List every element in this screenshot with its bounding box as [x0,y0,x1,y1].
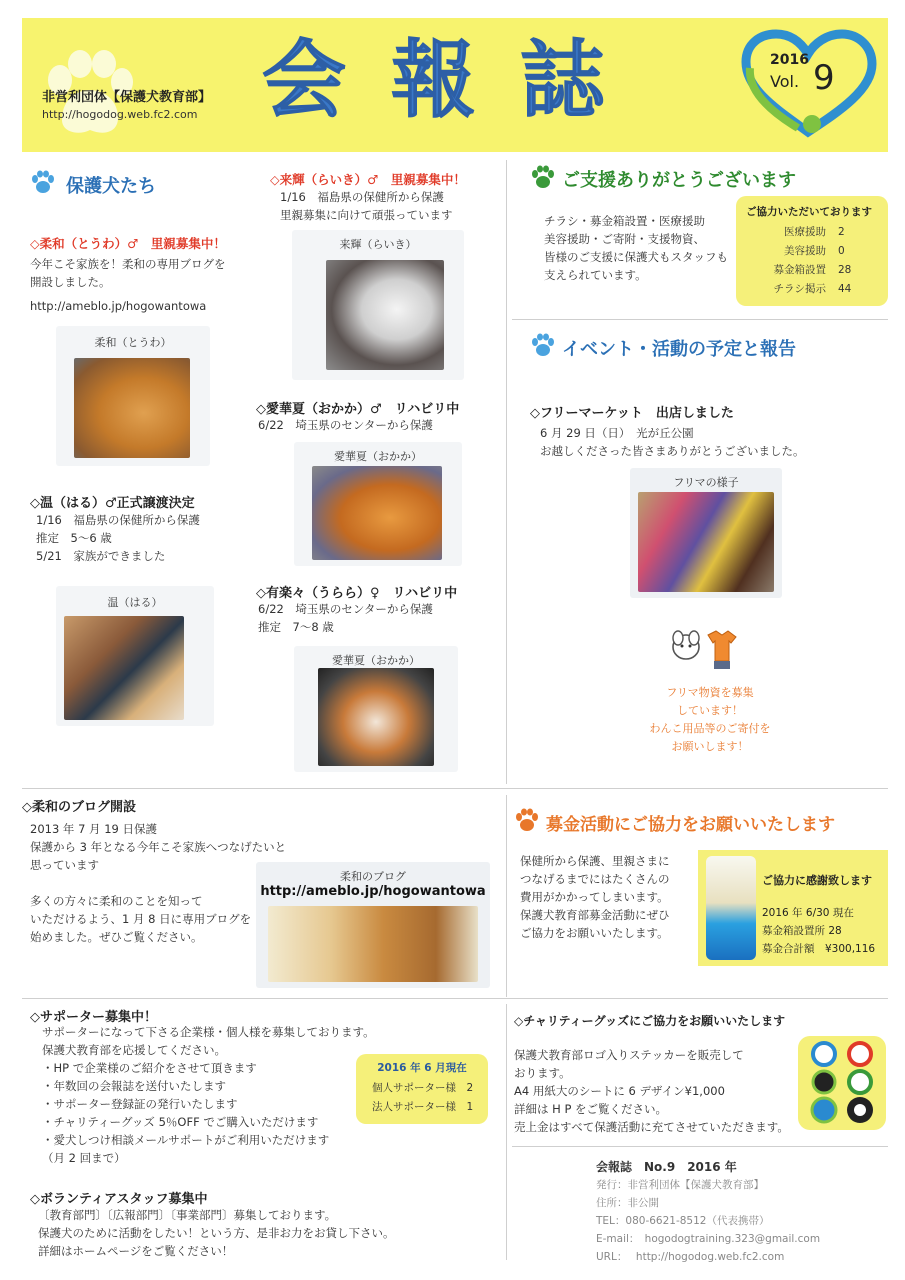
support-text: チラシ・募金箱設置・医療援助 美容援助・ご寄附・支援物資、 皆様のご支援に保護犬もスタッフも 支えられています。 [544,214,728,282]
dog-heading-raiki: ◇来輝（らいき）♂ 里親募集中！ [270,172,466,187]
dog-image [318,668,434,766]
section-title-donation: 募金活動にご協力をお願いいたします [546,815,835,835]
support-item: チラシ掲示 44 [773,283,852,295]
volunteer-heading: ◇ボランティアスタッフ募集中 [30,1192,208,1207]
support-item: 医療援助 2 [784,226,845,238]
divider [512,1146,888,1147]
flea-market-image [638,492,774,592]
dog-heading-towa: ◇柔和（とうわ）♂ 里親募集中！ [30,236,226,251]
charity-heading: ◇チャリティーグッズにご協力をお願いいたします [514,1014,786,1028]
blog-url: http://ameblo.jp/hogowantowa [260,884,486,899]
dog-image [64,616,184,720]
donation-box: ご協力に感謝致します 2016 年 6/30 現在 募金箱設置所 28 募金合計額 ¥300,116 [698,850,888,966]
sticker-sheet-image [798,1036,886,1130]
issue-vol-label: Vol. [770,72,800,91]
dog-text-raiki: 1/16 福島県の保健所から保護 里親募集に向けて頑張っています [280,190,453,222]
heart-logo-icon [738,28,878,140]
page-title: 会 報 誌 [262,31,613,129]
dog-photo-haru: 温（はる） [56,586,214,726]
dog-heading-okaka: ◇愛華夏（おかか）♂ リハビリ中 [256,402,460,417]
event-notice: フリマ物資を募集 しています！ わんこ用品等のご寄付を お願いします！ [649,686,771,753]
section-title-support: ご支援ありがとうございます [562,170,796,191]
event-text: 6 月 29 日（日） 光が丘公園 お越しくださった皆さまありがとうございました。 [540,426,805,458]
dog-heading-urara: ◇有楽々（うらら）♀ リハビリ中 [256,586,458,601]
footer-info: 発行：非営利団体【保護犬教育部】 住所：非公開 TEL：080-6621-8512（代表携帯） E-mail： hogodogtraining.323@gmail.com URL： http://hogodog.web.fc2.com [596,1179,821,1263]
donation-text: 保健所から保護、里親さまに つなげるまでにはたくさんの 費用がかかってしまいます。 保護犬教育部募金活動にぜひ ご協力をお願いいたします。 [520,854,670,940]
dog-photo-raiki: 来輝（らいき） [292,230,464,380]
event-heading-flea-market: ◇フリーマーケット 出店しました [530,406,734,421]
blog-heading: ◇柔和のブログ開設 [22,800,136,815]
dog-image [326,260,444,370]
org-url: http://hogodog.web.fc2.com [42,108,198,121]
paw-icon [530,333,556,357]
divider [22,788,888,789]
donation-box-image [706,856,756,960]
section-title-dogs: 保護犬たち [66,176,156,197]
org-name: 非営利団体【保護犬教育部】 [42,90,212,105]
dog-photo-urara: 愛華夏（おかか） [294,646,458,772]
dog-text-urara: 6/22 埼玉県のセンターから保護 推定 7～8 歳 [258,602,433,634]
paw-icon [514,808,540,832]
dog-text-haru: 1/16 福島県の保健所から保護 推定 5～6 歳 5/21 家族ができました [36,513,200,563]
issue-vol-number: 9 [813,58,835,98]
divider [506,1004,507,1260]
section-title-events: イベント・活動の予定と報告 [562,339,796,360]
dog-photo-okaka: 愛華夏（おかか） [294,442,462,566]
event-photo: フリマの様子 [630,468,782,598]
divider [22,998,888,999]
dog-and-shirt-icon [668,625,738,671]
dog-photo-towa: 柔和（とうわ） [56,326,210,466]
dog-text-towa: 今年こそ家族を！柔和の専用ブログを 開設しました。 http://ameblo.jp/hogowantowa [30,257,226,313]
dog-image [312,466,442,560]
dog-image [74,358,190,458]
blog-screenshot: 柔和のブログ http://ameblo.jp/hogowantowa [256,862,490,988]
divider [512,319,888,320]
paw-icon [530,165,556,189]
issue-year: 2016 [770,52,809,68]
dog-heading-haru: ◇温（はる）♂正式譲渡決定 [30,496,195,511]
supporters-heading: ◇サポーター募集中！ [30,1010,157,1025]
support-item: 美容援助 0 [784,245,845,257]
blog-text: 2013 年 7 月 19 日保護 保護から 3 年となる今年こそ家族へつなげたいと 思っています 多くの方々に柔和のことを知って いただけるよう、1 月 8 日に専用ブログを 始めました。ぜひご覧ください。 [30,822,287,944]
support-item: 募金箱設置 28 [773,264,852,276]
dog-text-okaka: 6/22 埼玉県のセンターから保護 [258,418,433,432]
divider [506,160,507,784]
support-summary-box: ご協力いただいております 医療援助 2 美容援助 0 募金箱設置 28 チラシ掲示 44 [736,196,888,306]
divider [506,795,507,997]
charity-text: 保護犬教育部ロゴ入りステッカーを販売して おります。 A4 用紙大のシートに 6 デザイン¥1,000 詳細は H P をご覧ください。 売上金はすべて保護活動に充てさせていただきます。 [514,1048,789,1134]
paw-icon [30,170,56,194]
volunteer-text: 〔教育部門〕〔広報部門〕〔事業部門〕募集しております。 保護犬のために活動をしたい！という方、是非お力をお貸し下さい。 詳細はホームページをご覧ください！ [38,1208,395,1258]
footer-title: 会報誌 No.9 2016 年 [596,1160,737,1174]
supporters-text: サポーターになって下さる企業様・個人様を募集しております。 保護犬教育部を応援してください。 ・HP で企業様のご紹介をさせて頂きます ・年数回の会報誌を送付いたします ・サポーター登録証の発行いたします ・チャリティーグッズ 5％OFF でご購入いただけます ・愛犬しつけ相談メールサポートがご利用いただけます （月 2 回まで） [42,1025,375,1165]
sticker-icons [798,1036,886,1130]
supporters-count-box: 2016 年 6 月現在 個人サポーター様 2 法人サポーター様 1 [356,1054,488,1124]
blog-dog-image [268,906,478,982]
